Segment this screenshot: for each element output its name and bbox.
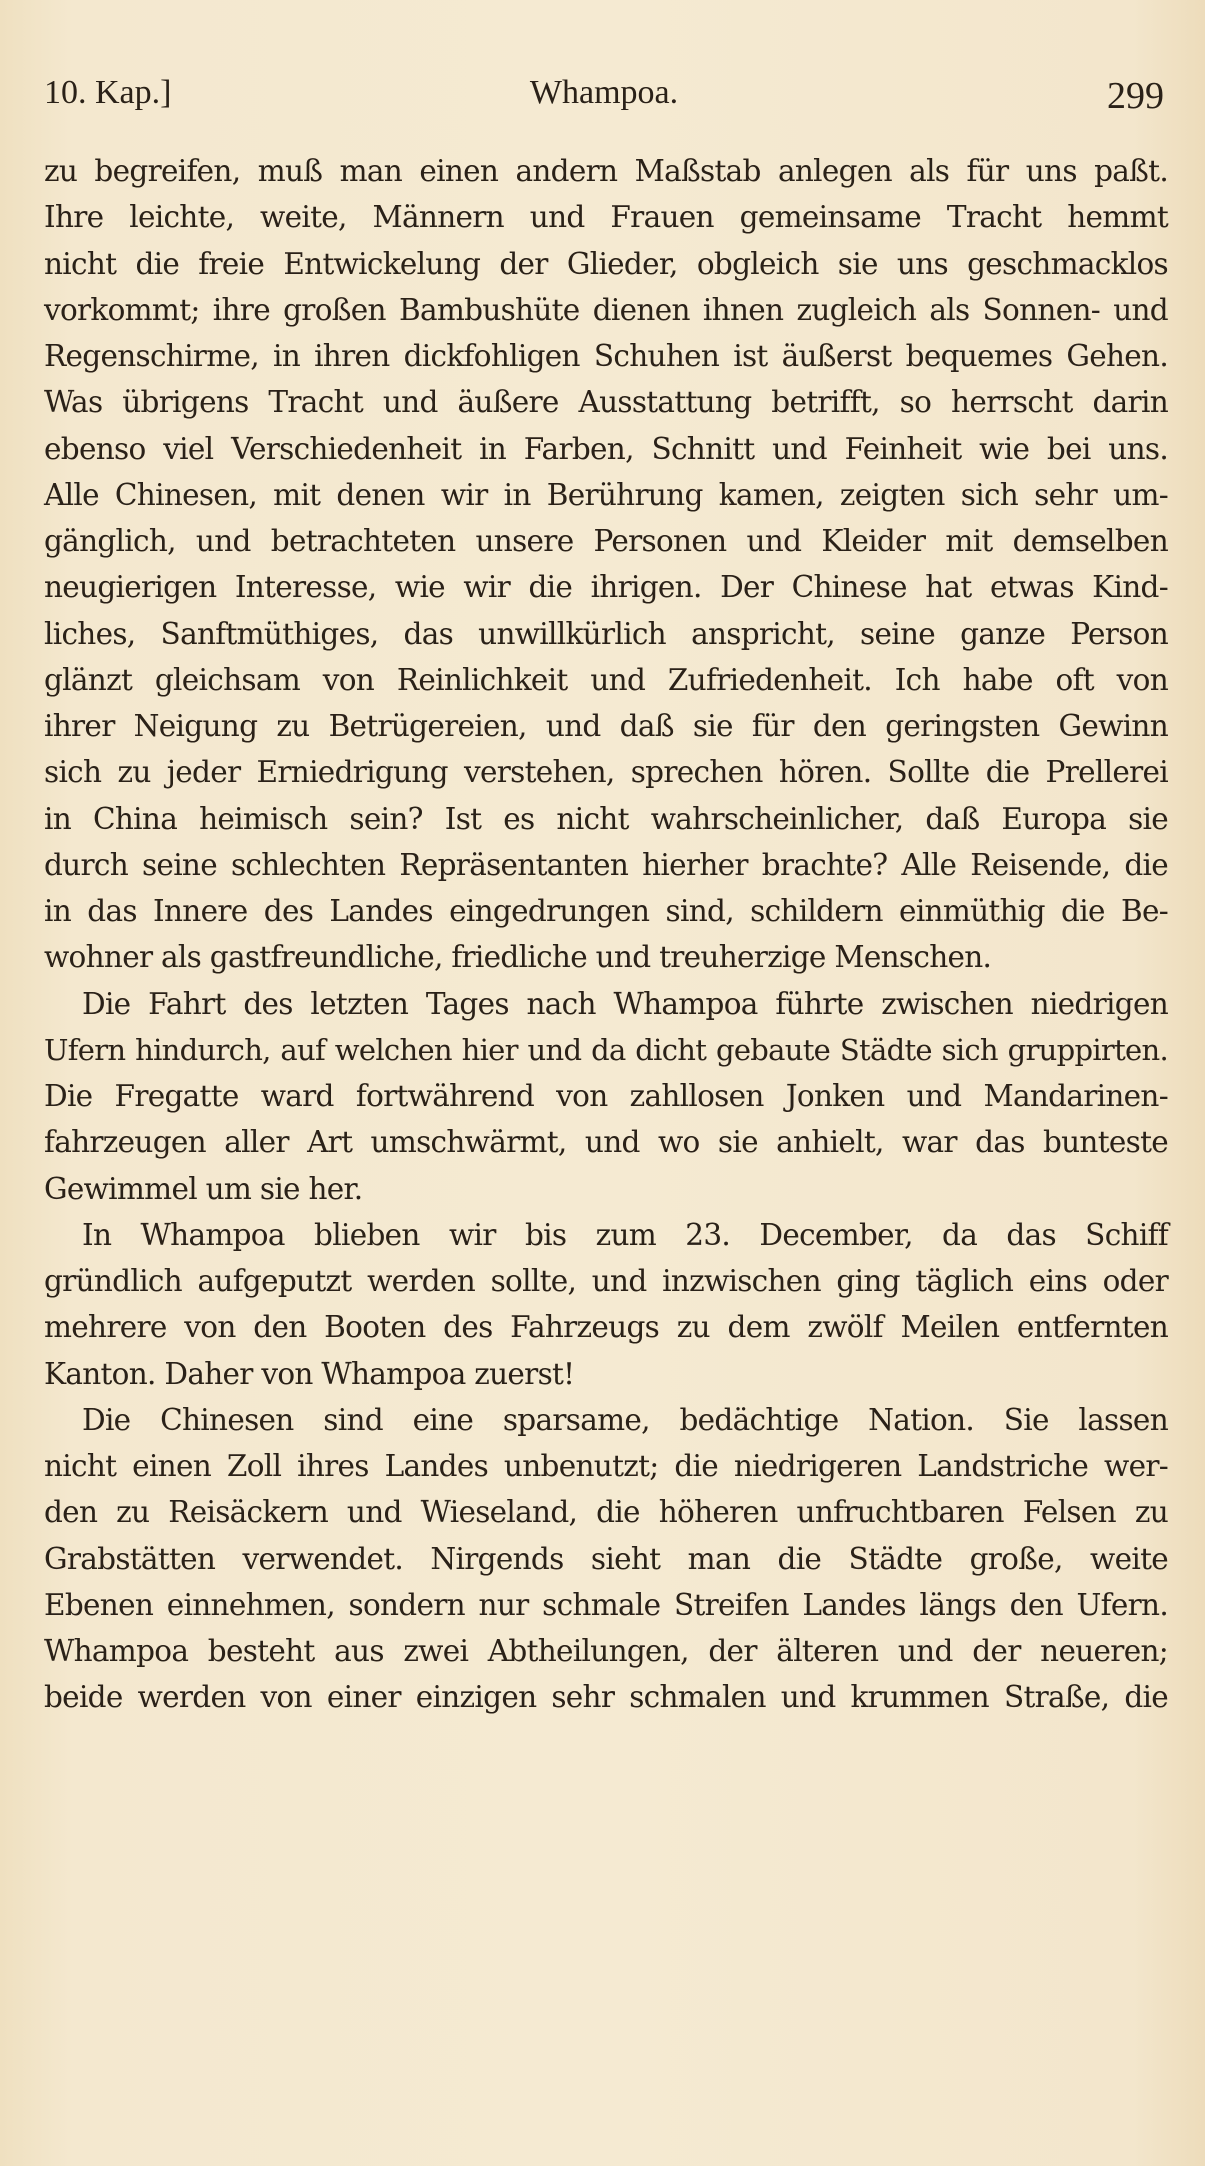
text-line: gänglich, und betrachteten unsere Personen und Kleider mit demselben bbox=[44, 524, 1168, 558]
text-line: den zu Reisäckern und Wieseland, die höheren unfruchtbaren Felsen zu bbox=[44, 1495, 1168, 1530]
text-line: Kanton. Daher von Whampoa zuerst! bbox=[44, 1356, 575, 1391]
text-line: fahrzeugen aller Art umschwärmt, und wo sie anhielt, war das bunteste bbox=[44, 1125, 1168, 1160]
text-line: Ebenen einnehmen, sondern nur schmale Streifen Landes längs den Ufern. bbox=[44, 1587, 1168, 1622]
text-line: durch seine schlechten Repräsentanten hierher brachte? Alle Reisende, die bbox=[44, 847, 1168, 882]
text-line: Whampoa besteht aus zwei Abtheilungen, der älteren und der neueren; bbox=[44, 1634, 1168, 1668]
body-text bbox=[44, 148, 1168, 1721]
page-number: 299 bbox=[1107, 75, 1164, 117]
text-line: nicht die freie Entwickelung der Glieder, obgleich sie uns geschmacklos bbox=[44, 246, 1168, 281]
text-line: gründlich aufgeputzt werden sollte, und inzwischen ging täglich eins oder bbox=[44, 1264, 1168, 1298]
text-line: sich zu jeder Erniedrigung verstehen, sprechen hören. Sollte die Prellerei bbox=[44, 755, 1168, 790]
text-line: Gewimmel um sie her. bbox=[44, 1171, 363, 1206]
text-line: liches, Sanftmüthiges, das unwillkürlich anspricht, seine ganze Person bbox=[44, 616, 1168, 651]
text-line: Regenschirme, in ihren dickfohligen Schuhen ist äußerst bequemes Gehen. bbox=[44, 339, 1168, 373]
text-line: Die Chinesen sind eine sparsame, bedächtige Nation. Sie lassen bbox=[82, 1402, 1168, 1437]
text-line: Die Fregatte ward fortwährend von zahllosen Jonken und Mandarinen- bbox=[44, 1079, 1168, 1113]
text-line: beide werden von einer einzigen sehr schmalen und krummen Straße, die bbox=[44, 1680, 1168, 1715]
running-title: Whampoa. bbox=[529, 74, 679, 111]
text-line: ebenso viel Verschiedenheit in Farben, Schnitt und Feinheit wie bei uns. bbox=[44, 431, 1168, 466]
text-line: Grabstätten verwendet. Nirgends sieht man die Städte große, weite bbox=[44, 1541, 1168, 1576]
text-line: Ufern hindurch, auf welchen hier und da dicht gebaute Städte sich gruppirten. bbox=[44, 1032, 1168, 1067]
text-line: wohner als gastfreundliche, friedliche und treuherzige Menschen. bbox=[44, 940, 992, 975]
text-line: zu begreifen, muß man einen andern Maßstab anlegen als für uns paßt. bbox=[44, 154, 1168, 188]
text-line: in China heimisch sein? Ist es nicht wahrscheinlicher, daß Europa sie bbox=[44, 801, 1168, 836]
text-line: nicht einen Zoll ihres Landes unbenutzt; die niedrigeren Landstriche wer- bbox=[44, 1449, 1168, 1483]
text-line: glänzt gleichsam von Reinlichkeit und Zufriedenheit. Ich habe oft von bbox=[44, 662, 1168, 697]
text-line: Alle Chinesen, mit denen wir in Berührung kamen, zeigten sich sehr um- bbox=[44, 477, 1168, 512]
text-line: ihrer Neigung zu Betrügereien, und daß sie für den geringsten Gewinn bbox=[44, 709, 1168, 743]
text-line: In Whampoa blieben wir bis zum 23. December, da das Schiff bbox=[82, 1217, 1168, 1252]
text-line: Die Fahrt des letzten Tages nach Whampoa führte zwischen niedrigen bbox=[82, 986, 1168, 1021]
chapter-label: 10. Kap.] bbox=[44, 74, 172, 111]
text-line: mehrere von den Booten des Fahrzeugs zu dem zwölf Meilen entfernten bbox=[44, 1310, 1168, 1345]
text-line: in das Innere des Landes eingedrungen sind, schildern einmüthig die Be- bbox=[44, 894, 1168, 928]
text-line: vorkommt; ihre großen Bambushüte dienen ihnen zugleich als Sonnen- und bbox=[44, 292, 1168, 327]
text-line: Ihre leichte, weite, Männern und Frauen gemeinsame Tracht hemmt bbox=[44, 200, 1168, 235]
running-header bbox=[44, 74, 1164, 124]
text-line: neugierigen Interesse, wie wir die ihrigen. Der Chinese hat etwas Kind- bbox=[44, 570, 1168, 605]
text-line: Was übrigens Tracht und äußere Ausstattung betrifft, so herrscht darin bbox=[44, 385, 1168, 420]
